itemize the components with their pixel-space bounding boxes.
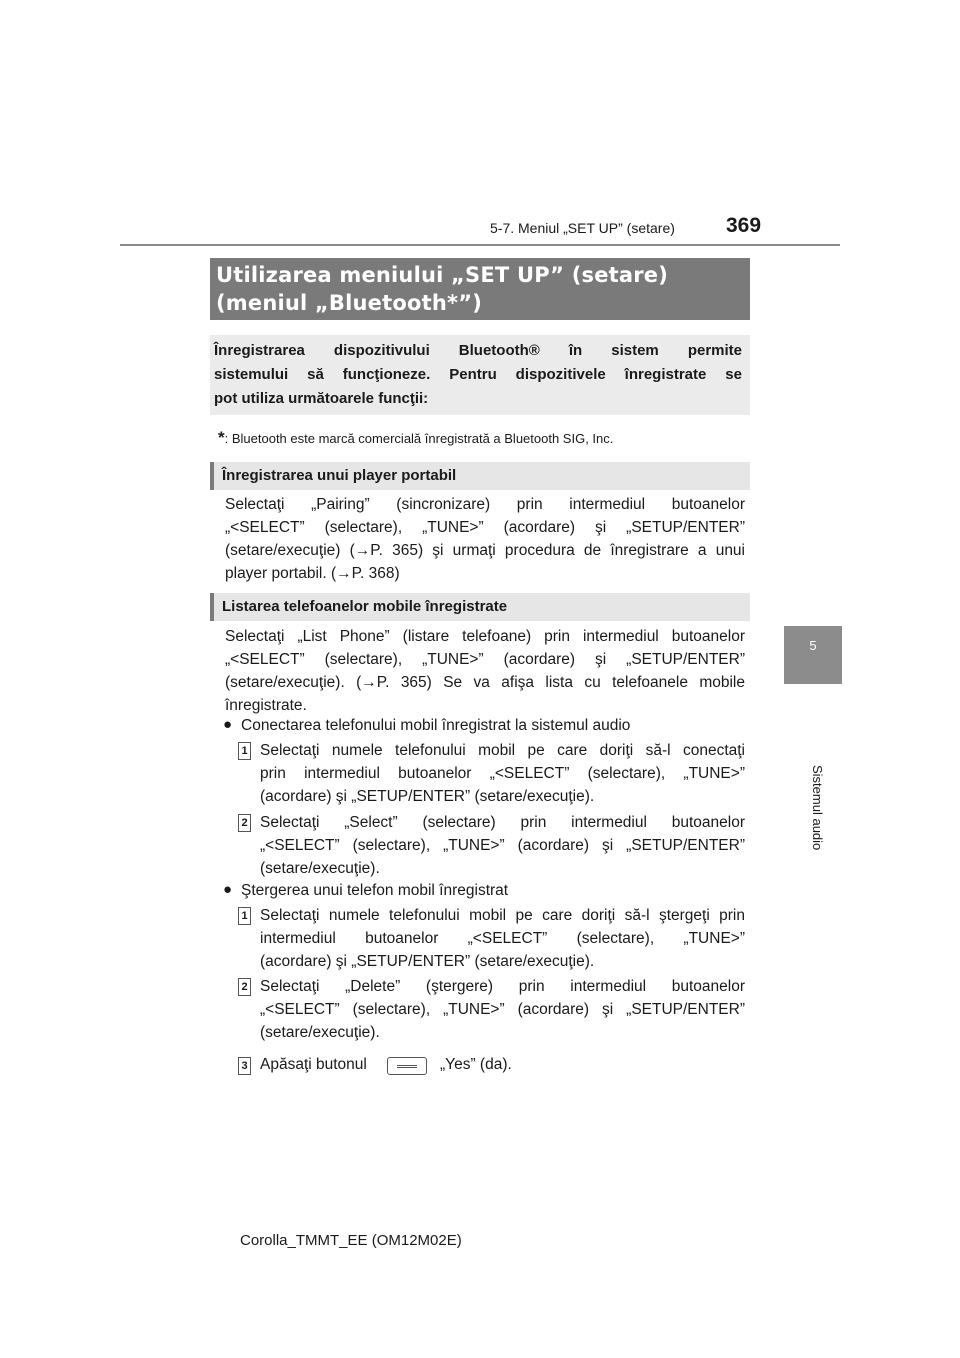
header-rule xyxy=(120,244,840,246)
step-line: (acordare) şi „SETUP/ENTER” (setare/execuţie). xyxy=(260,788,595,805)
step-line: Selectaţi numele telefonului mobil pe care doriţi să-l conectaţi xyxy=(260,742,745,759)
bullet-icon: ● xyxy=(223,716,233,733)
bullet-text: Conectarea telefonului mobil înregistrat la sistemul audio xyxy=(241,717,631,734)
step-number-1: 1 xyxy=(238,742,251,760)
section-title-box xyxy=(210,258,750,320)
step-line: Selectaţi „Delete” (ştergere) prin intermediul butoanelor xyxy=(260,978,745,995)
body-line: Selectaţi „Pairing” (sincronizare) prin intermediul butoanelor xyxy=(225,496,745,513)
subheading-phones: Listarea telefoanelor mobile înregistrate xyxy=(222,598,508,615)
footnote-marker: * xyxy=(218,428,225,447)
chapter-tab xyxy=(784,626,842,684)
step-number-2: 2 xyxy=(238,814,251,832)
intro-line: Înregistrarea dispozitivului Bluetooth® în sistem permite xyxy=(214,342,742,359)
footnote xyxy=(218,428,613,448)
step-number-3: 3 xyxy=(238,1057,251,1075)
subheading-bar xyxy=(210,593,750,621)
body-line: „<SELECT” (selectare), „TUNE>” (acordare) şi „SETUP/ENTER” xyxy=(225,519,745,536)
bullet-text: Ştergerea unui telefon mobil înregistrat xyxy=(241,882,509,899)
step-line: Selectaţi „Select” (selectare) prin intermediul butoanelor xyxy=(260,814,745,831)
subheading-player: Înregistrarea unui player portabil xyxy=(222,467,457,484)
step-line: Apăsaţi butonul xyxy=(260,1056,367,1073)
subheading-bar xyxy=(210,462,750,490)
step-line: (setare/execuţie). xyxy=(260,860,380,877)
step-line: Selectaţi numele telefonului mobil pe care doriţi să-l ştergeţi prin xyxy=(260,907,745,924)
section-title-line2: (meniul „Bluetooth*”) xyxy=(216,291,482,315)
footnote-text: : Bluetooth este marcă comercială înregistrată a Bluetooth SIG, Inc. xyxy=(224,431,614,446)
intro-line: pot utiliza următoarele funcţii: xyxy=(214,390,429,407)
step-line: (acordare) şi „SETUP/ENTER” (setare/execuţie). xyxy=(260,953,595,970)
page-number: 369 xyxy=(726,214,762,237)
body-line: (setare/execuţie). (→P. 365) Se va afişa lista cu telefoanele mobile xyxy=(225,674,745,691)
step-line: „<SELECT” (selectare), „TUNE>” (acordare) şi „SETUP/ENTER” xyxy=(260,1001,745,1018)
bullet-icon: ● xyxy=(223,881,233,898)
step-line: „<SELECT” (selectare), „TUNE>” (acordare) şi „SETUP/ENTER” xyxy=(260,837,745,854)
intro-box xyxy=(210,335,750,415)
step-line: intermediul butoanelor „<SELECT” (selectare), „TUNE>” xyxy=(260,930,745,947)
chapter-label: Sistemul audio xyxy=(810,765,825,851)
body-line: (setare/execuţie) (→P. 365) şi urmaţi procedura de înregistrare a unui xyxy=(225,542,745,559)
footer-doc-id: Corolla_TMMT_EE (OM12M02E) xyxy=(240,1232,462,1249)
step-number-1: 1 xyxy=(238,907,251,925)
chapter-number: 5 xyxy=(809,638,817,653)
yes-button-icon xyxy=(387,1057,427,1075)
section-title-line1: Utilizarea meniului „SET UP” (setare) xyxy=(216,263,669,287)
body-line: Selectaţi „List Phone” (listare telefoane) prin intermediul butoanelor xyxy=(225,628,745,645)
step-line: „Yes” (da). xyxy=(440,1056,512,1073)
intro-line: sistemului să funcţioneze. Pentru dispozitivele înregistrate se xyxy=(214,366,742,383)
step-line: (setare/execuţie). xyxy=(260,1024,380,1041)
body-line: „<SELECT” (selectare), „TUNE>” (acordare) şi „SETUP/ENTER” xyxy=(225,651,745,668)
body-line: înregistrate. xyxy=(225,697,307,714)
body-line: player portabil. (→P. 368) xyxy=(225,565,400,582)
running-header: 5-7. Meniul „SET UP” (setare) xyxy=(490,220,675,236)
step-number-2: 2 xyxy=(238,978,251,996)
step-line: prin intermediul butoanelor „<SELECT” (selectare), „TUNE>” xyxy=(260,765,745,782)
